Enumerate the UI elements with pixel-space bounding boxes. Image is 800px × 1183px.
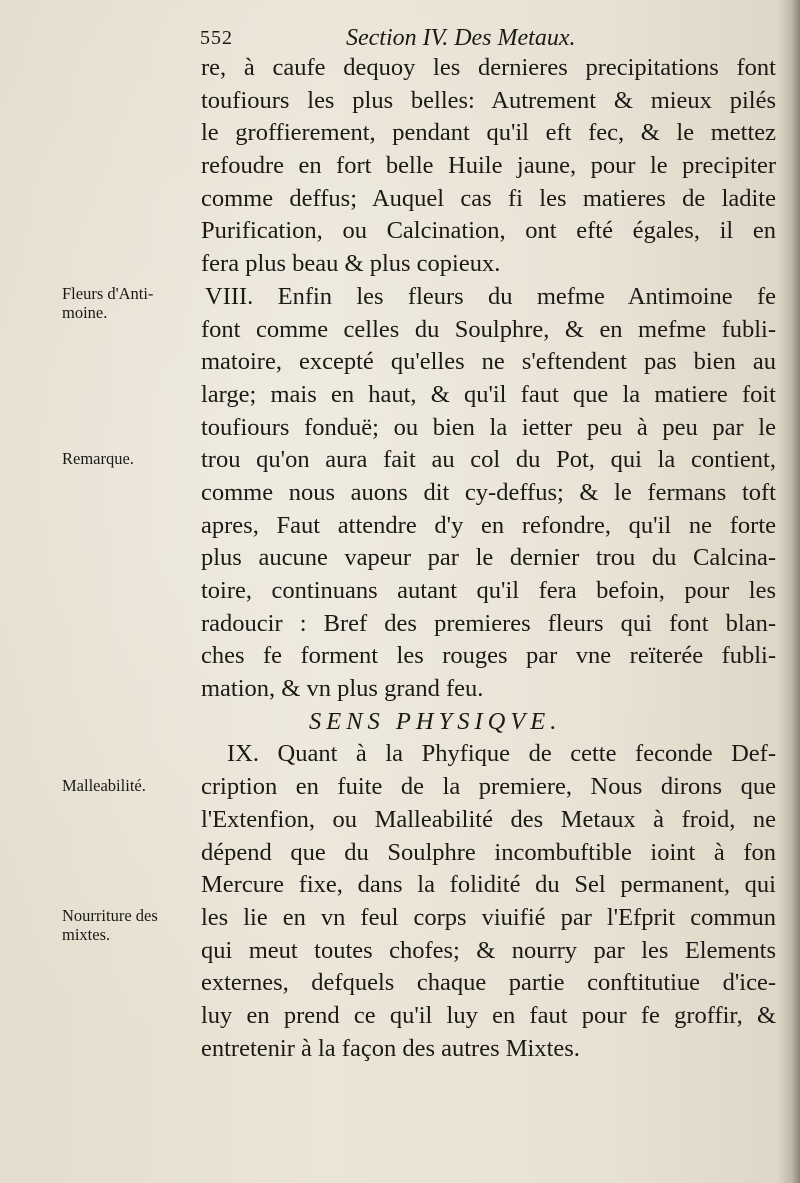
page-header <box>200 22 670 54</box>
text-line: comme deffus; Auquel cas fi les matieres de ladite <box>201 184 776 212</box>
text-line: re, à caufe dequoy les dernieres precipitations font <box>201 54 776 81</box>
text-line: mation, & vn plus grand feu. <box>201 675 484 703</box>
running-title: Section IV. Des Metaux. <box>346 25 576 51</box>
text-line: dépend que du Soulphre incombuftible ioint à fon <box>201 838 776 866</box>
margin-note-fleurs: Fleurs d'Anti- moine. <box>62 284 154 322</box>
margin-note-remarque: Remarque. <box>62 449 134 468</box>
text-line: externes, defquels chaque partie conftitutiue d'ice- <box>201 969 776 997</box>
text-line: comme nous auons dit cy-deffus; & le fermans toft <box>201 478 776 506</box>
text-line: apres, Faut attendre d'y en refondre, qu'il ne forte <box>201 511 776 539</box>
text-line: luy en prend ce qu'il luy en faut pour fe groffir, & <box>201 1001 776 1029</box>
text-line: refoudre en fort belle Huile jaune, pour le precipiter <box>201 152 776 180</box>
text-line: large; mais en haut, & qu'il faut que la matiere foit <box>201 380 776 408</box>
text-line: IX. Quant à la Phyfique de cette feconde Def- <box>227 740 776 768</box>
text-line: entretenir à la façon des autres Mixtes. <box>201 1034 580 1062</box>
text-line: les lie en vn feul corps viuifié par l'Efprit commun <box>201 903 776 931</box>
text-line: font comme celles du Soulphre, & en mefme fubli- <box>201 315 776 343</box>
text-line: Purification, ou Calcination, ont efté égales, il en <box>201 217 776 245</box>
text-line: VIII. Enfin les fleurs du mefme Antimoine fe <box>205 282 776 310</box>
text-line: fera plus beau & plus copieux. <box>201 250 501 278</box>
text-line: toufiours fonduë; ou bien la ietter peu à peu par le <box>201 413 776 441</box>
text-line: cription en fuite de la premiere, Nous dirons que <box>201 773 776 801</box>
text-line: toire, continuans autant qu'il fera befoin, pour les <box>201 577 776 604</box>
page-edge-shadow <box>778 0 800 1183</box>
text-line: le groffierement, pendant qu'il eft fec, & le mettez <box>201 119 776 147</box>
page-number: 552 <box>200 27 233 49</box>
margin-note-malleabilite: Malleabilité. <box>62 776 146 795</box>
text-line: plus aucune vapeur par le dernier trou du Calcina- <box>201 544 776 572</box>
text-line: Mercure fixe, dans la folidité du Sel permanent, qui <box>201 871 776 899</box>
text-line: matoire, excepté qu'elles ne s'eftendent pas bien au <box>201 348 776 376</box>
text-line: qui meut toutes chofes; & nourry par les Elements <box>201 936 776 964</box>
text-line: l'Extenfion, ou Malleabilité des Metaux à froid, ne <box>201 805 776 833</box>
margin-note-nourriture: Nourriture des mixtes. <box>62 906 158 944</box>
text-line: radoucir : Bref des premieres fleurs qui font blan- <box>201 609 776 637</box>
body-text <box>201 52 776 1065</box>
text-line: ches fe forment les rouges par vne reïterée fubli- <box>201 642 776 670</box>
text-line: trou qu'on aura fait au col du Pot, qui la contient, <box>201 446 776 474</box>
section-heading: SENS PHYSIQVE. <box>309 707 562 735</box>
text-line: toufiours les plus belles: Autrement & mieux pilés <box>201 86 776 114</box>
